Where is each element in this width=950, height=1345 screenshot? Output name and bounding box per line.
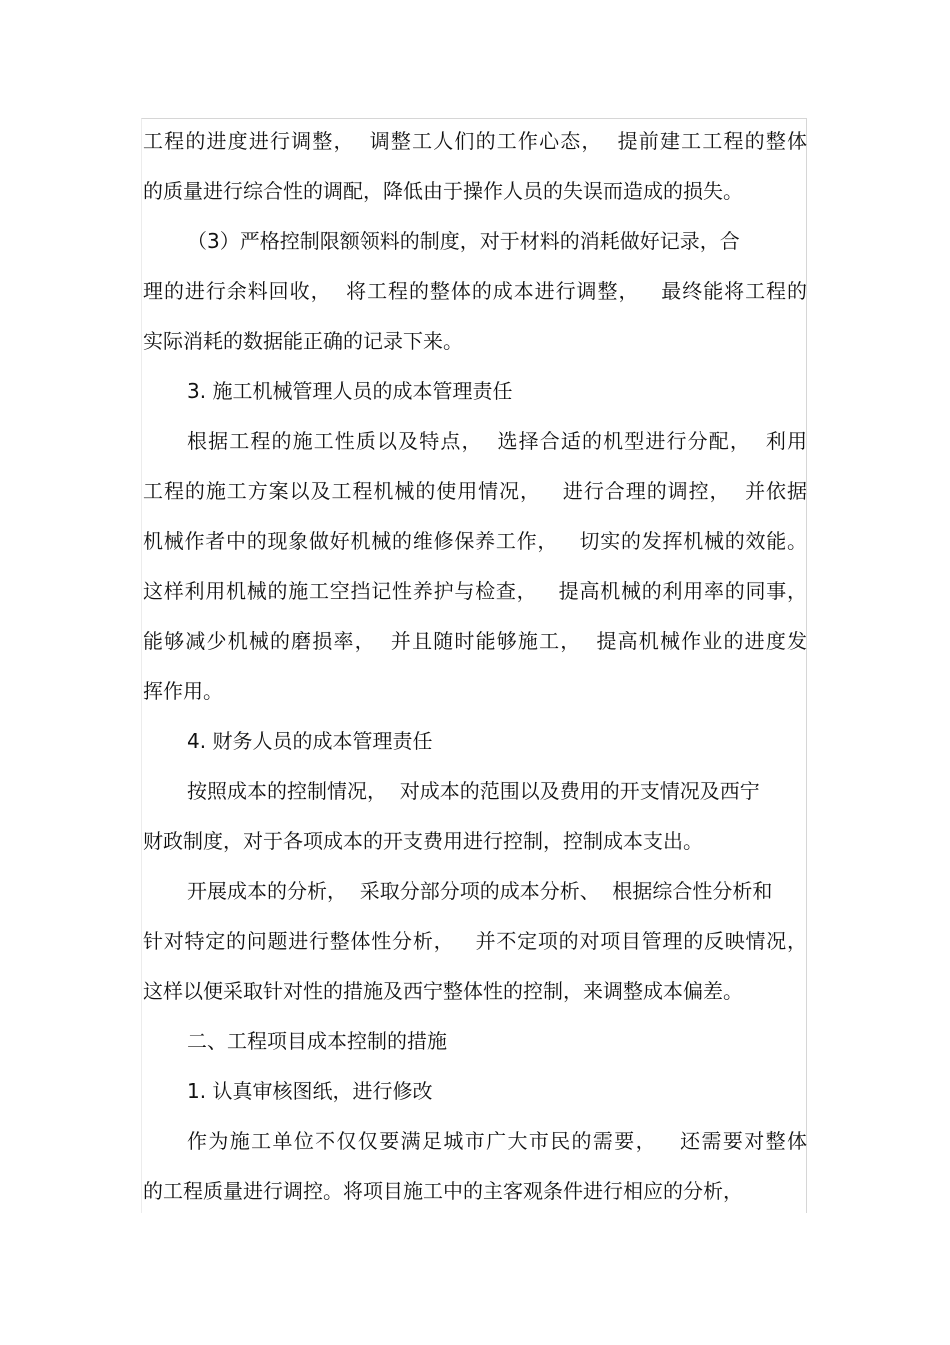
section-heading: 4. 财务人员的成本管理责任 — [187, 729, 433, 753]
text-line: 按照成本的控制情况， 对成本的范围以及费用的开支情况及西宁 — [187, 779, 760, 803]
text-line: 的质量进行综合性的调配，降低由于操作人员的失误而造成的损失。 — [143, 179, 743, 203]
text-line: 这样以便采取针对性的措施及西宁整体性的控制，来调整成本偏差。 — [143, 979, 743, 1003]
text-line: 实际消耗的数据能正确的记录下来。 — [143, 329, 463, 353]
text-line: 挥作用。 — [143, 679, 223, 703]
text-line: 的工程质量进行调控。将项目施工中的主客观条件进行相应的分析， — [143, 1179, 743, 1203]
section-heading: 3. 施工机械管理人员的成本管理责任 — [187, 379, 513, 403]
text-line: 作为施工单位不仅仅要满足城市广大市民的需要， 还需要对整体 — [187, 1129, 807, 1153]
text-line: 机械作者中的现象做好机械的维修保养工作， 切实的发挥机械的效能。 — [143, 529, 807, 553]
text-line: 工程的施工方案以及工程机械的使用情况， 进行合理的调控， 并依据 — [143, 479, 807, 503]
chapter-heading: 二、工程项目成本控制的措施 — [187, 1029, 447, 1053]
text-line: 针对特定的问题进行整体性分析， 并不定项的对项目管理的反映情况， — [143, 929, 807, 953]
text-line: 开展成本的分析， 采取分部分项的成本分析、 根据综合性分析和 — [187, 879, 773, 903]
text-line: 这样利用机械的施工空挡记性养护与检查， 提高机械的利用率的同事， — [143, 579, 807, 603]
text-line: 财政制度，对于各项成本的开支费用进行控制，控制成本支出。 — [143, 829, 703, 853]
text-line: 能够减少机械的磨损率， 并且随时能够施工， 提高机械作业的进度发 — [143, 629, 807, 653]
text-line: （3）严格控制限额领料的制度，对于材料的消耗做好记录，合 — [187, 229, 740, 253]
text-line: 理的进行余料回收， 将工程的整体的成本进行调整， 最终能将工程的 — [143, 279, 807, 303]
text-line: 根据工程的施工性质以及特点， 选择合适的机型进行分配， 利用 — [187, 429, 807, 453]
text-line: 工程的进度进行调整， 调整工人们的工作心态， 提前建工工程的整体 — [143, 129, 807, 153]
document-body — [143, 118, 807, 1216]
section-heading: 1. 认真审核图纸，进行修改 — [187, 1079, 433, 1103]
